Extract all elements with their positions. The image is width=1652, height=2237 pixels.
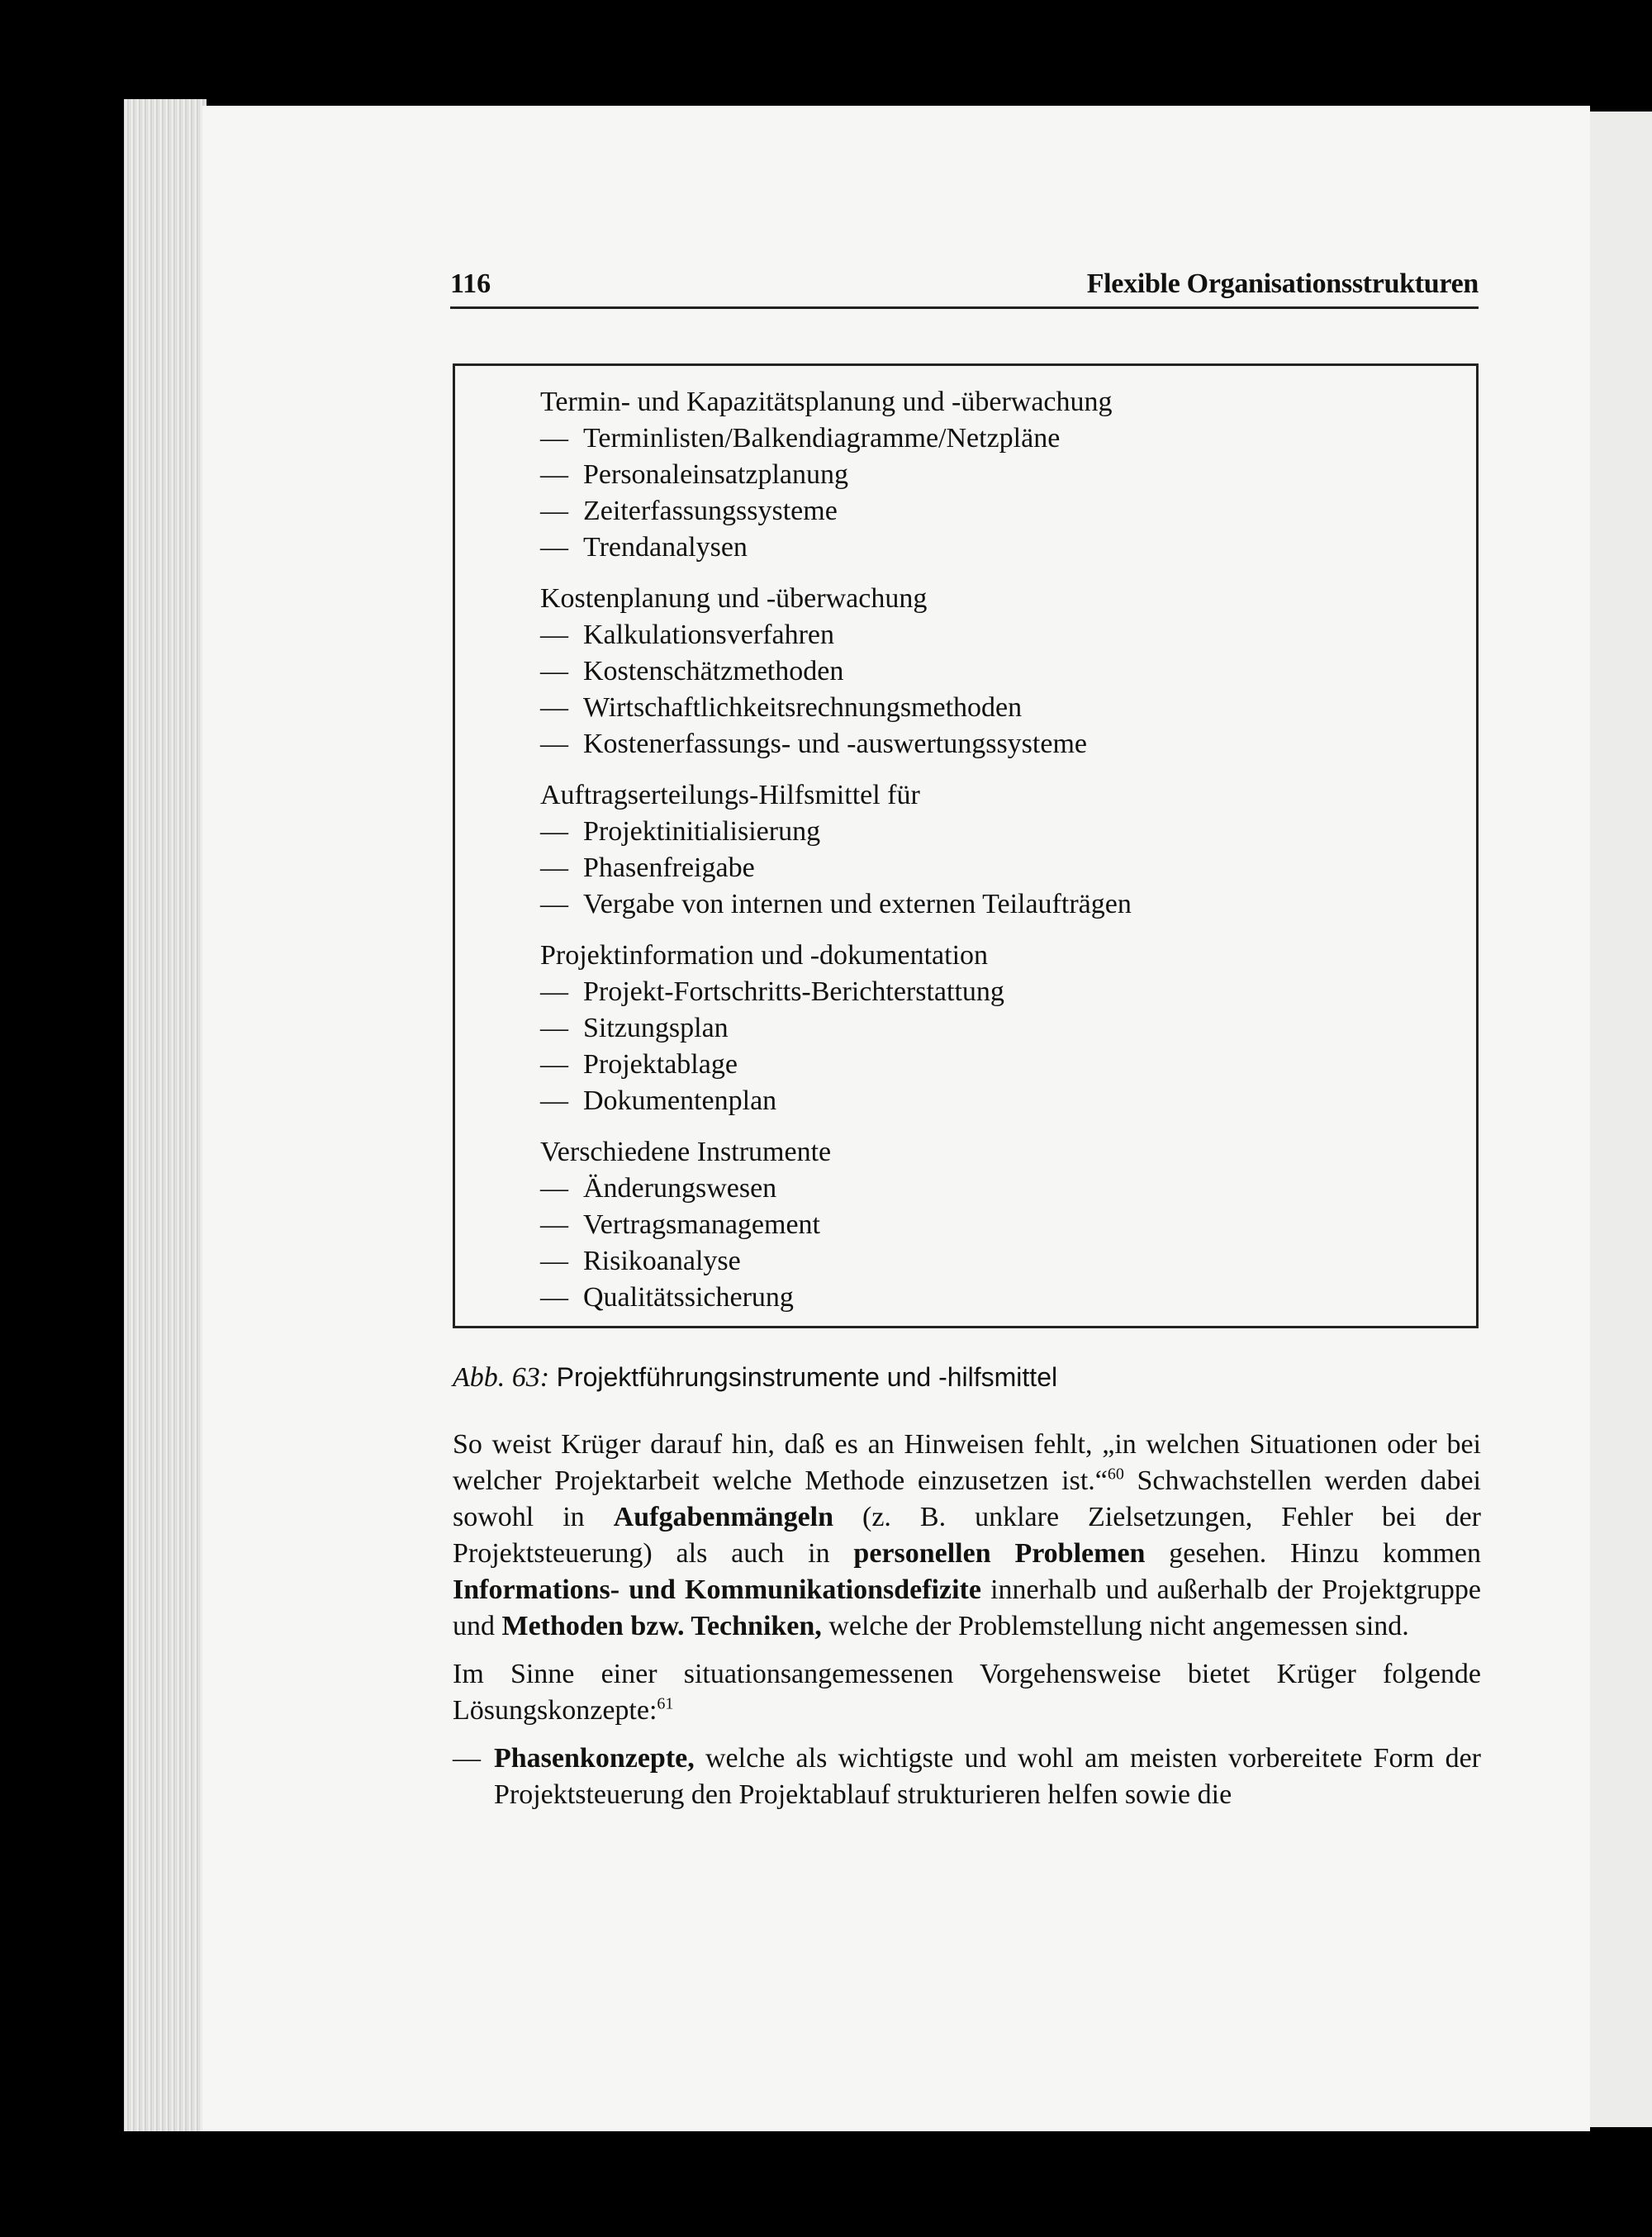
list-item: — Vertragsmanagement (540, 1209, 820, 1240)
body-text (453, 1427, 1481, 1813)
footnote-ref: 60 (1107, 1465, 1124, 1484)
list-item: — Kostenschätzmethoden (540, 656, 844, 686)
page-number: 116 (450, 268, 491, 299)
group-heading: Auftragserteilungs-Hilfsmittel für (540, 780, 920, 810)
caption-text: Projektführungsinstrumente und -hilfsmittel (556, 1362, 1058, 1392)
list-item: — Phasenfreigabe (540, 853, 755, 883)
list-item: — Phasenkonzepte, welche als wichtigste und wohl am meisten vorbereitete Form der Projektsteuerung den Projektablauf strukturieren helfen sowie die (453, 1743, 1481, 1810)
figure-group (540, 777, 1476, 923)
list-item: — Sitzungsplan (540, 1013, 729, 1043)
facing-page-edge (1590, 112, 1652, 2127)
list-item: — Trendanalysen (540, 532, 748, 563)
figure-group (540, 938, 1476, 1119)
figure-box (453, 363, 1479, 1328)
list-item: — Wirtschaftlichkeitsrechnungsmethoden (540, 692, 1023, 723)
caption-label: Abb. 63: (453, 1362, 550, 1393)
list-item: — Kostenerfassungs- und -auswertungssysteme (540, 729, 1087, 759)
figure-group (540, 384, 1476, 566)
list-item: — Projektablage (540, 1049, 738, 1080)
figure-group (540, 1134, 1476, 1316)
list-item: — Risikoanalyse (540, 1246, 741, 1276)
list-item: — Projektinitialisierung (540, 816, 821, 847)
group-heading: Termin- und Kapazitätsplanung und -überwachung (540, 387, 1113, 417)
group-heading: Projektinformation und -dokumentation (540, 940, 989, 971)
figure-group (540, 581, 1476, 762)
list-item: — Terminlisten/Balkendiagramme/Netzpläne (540, 423, 1061, 454)
group-heading: Verschiedene Instrumente (540, 1137, 832, 1167)
group-heading: Kostenplanung und -überwachung (540, 583, 928, 614)
list-item: — Personaleinsatzplanung (540, 459, 849, 490)
paragraph: Im Sinne einer situationsangemessenen Vorgehensweise bietet Krüger folgende Lösungskonzepte:$^{61}$ (453, 1659, 1481, 1726)
paragraph: So weist Krüger darauf hin, daß es an Hinweisen fehlt, „in welchen Situationen oder bei welcher Projektarbeit welche Methode einzusetzen ist.“$^{60}$ Schwachstellen werden dabei sowohl in Aufgabenmängeln (z. B. unklare Zielsetzungen, Fehler bei der Projektsteuerung) als auch in personellen Problemen gesehen. Hinzu kommen Informations- und Kommunikationsdefizite innerhalb und außerhalb der Projektgruppe und Methoden bzw. Techniken, welche der Problemstellung nicht angemessen sind. (453, 1429, 1482, 1641)
list-item: — Vergabe von internen und externen Teilaufträgen (540, 889, 1132, 919)
running-header (450, 268, 1479, 309)
figure-caption (453, 1359, 1057, 1396)
chapter-title: Flexible Organisationsstrukturen (1086, 268, 1479, 299)
list-item: — Dokumentenplan (540, 1085, 777, 1116)
list-item: — Änderungswesen (540, 1173, 777, 1204)
scan-border (124, 2131, 1652, 2237)
list-item: — Kalkulationsverfahren (540, 620, 834, 650)
list-item: — Qualitätssicherung (540, 1282, 794, 1313)
page-edges (124, 99, 206, 2140)
list-item: — Projekt-Fortschritts-Berichterstattung (540, 976, 1004, 1007)
list-item: — Zeiterfassungssysteme (540, 496, 838, 526)
footnote-ref: 61 (657, 1694, 674, 1713)
